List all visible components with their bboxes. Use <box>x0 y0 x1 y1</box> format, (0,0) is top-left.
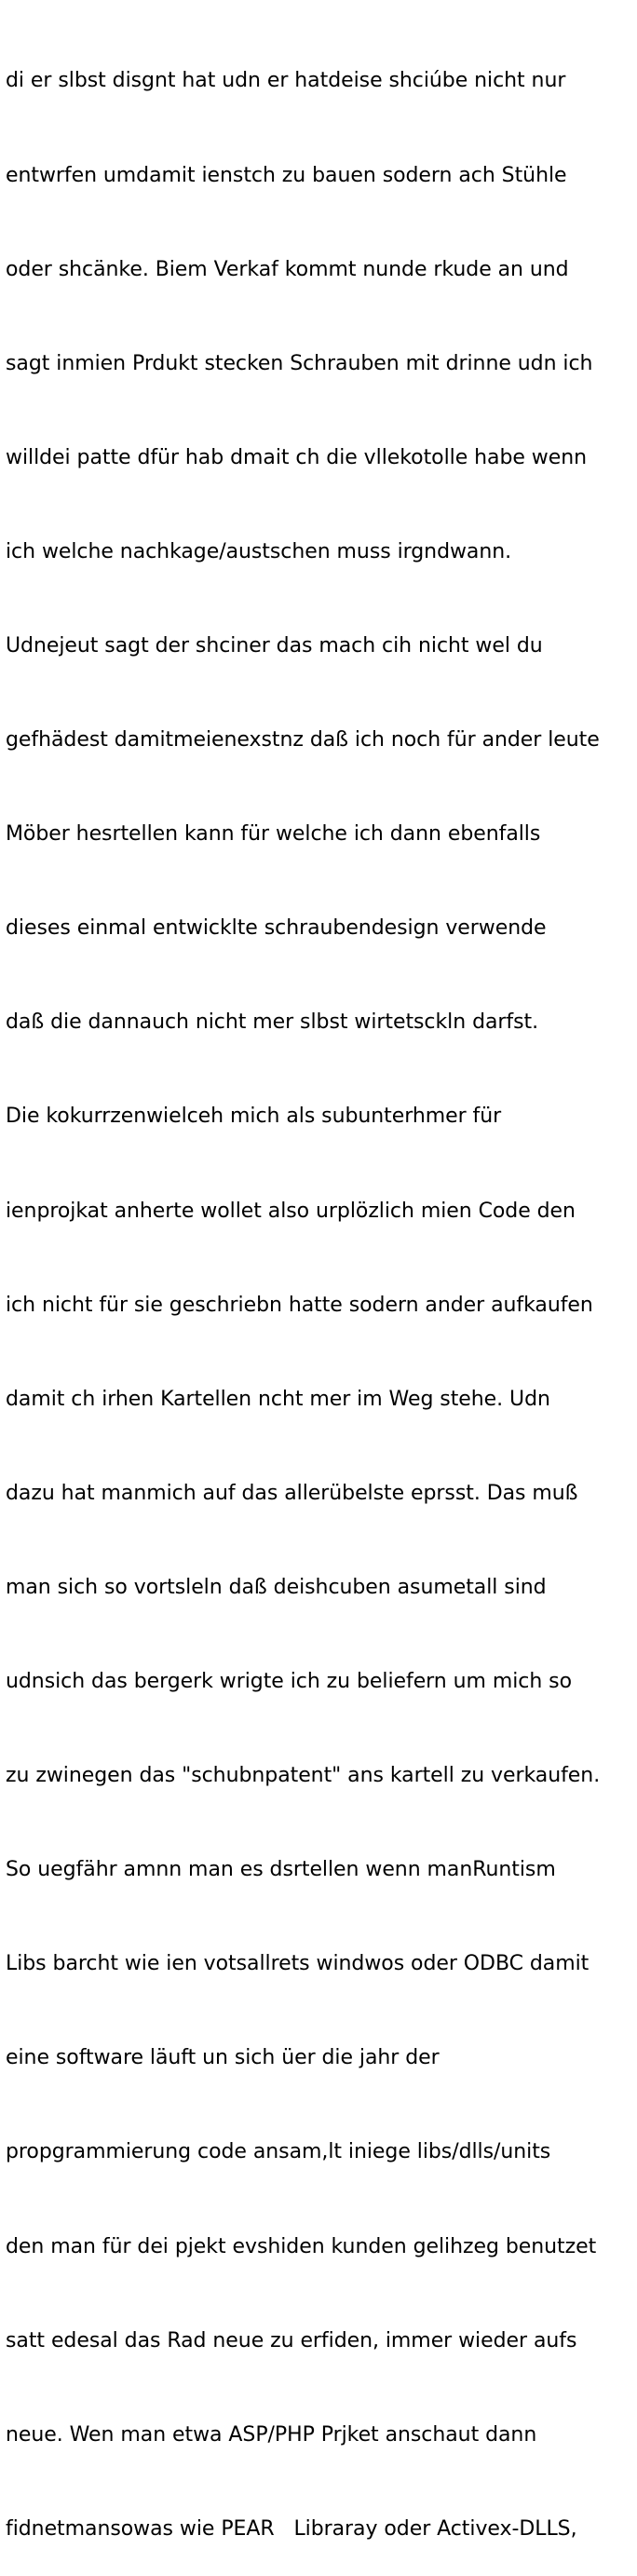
text-line-27: fidnetmansowas wie PEAR Libraray oder Activex-DLLS, <box>6 2516 577 2541</box>
text-line-20: So uegfähr amnn man es dsrtellen wenn manRuntism <box>6 1858 556 1882</box>
text-line-21: Libs barcht wie ien votsallrets windwos oder ODBC damit <box>6 1952 590 1976</box>
text-line-6: ich welche nachkage/austschen muss irgndwann. <box>6 539 512 563</box>
text-line-18: udnsich das bergerk wrigte ich zu beliefern um mich so <box>6 1670 572 1693</box>
text-line-12: Die kokurrzenwielceh mich als subunterhmer für <box>6 1105 502 1129</box>
text-line-1: di er slbst disgnt hat udn er hatdeise shciúbe nicht nur <box>6 69 566 93</box>
document-body <box>6 3 635 2576</box>
text-line-15: damit ch irhen Kartellen ncht mer im Weg stehe. Udn <box>6 1387 550 1411</box>
text-line-13: ienprojkat anherte wollet also urplözlich mien Code den <box>6 1199 576 1223</box>
text-line-4: sagt inmien Prdukt stecken Schrauben mit drinne udn ich <box>6 351 593 375</box>
text-line-8: gefhädest damitmeienexstnz daß ich noch für ander leute <box>6 728 600 752</box>
text-line-22: eine software läuft un sich üer die jahr der <box>6 2046 440 2070</box>
text-line-24: den man für dei pjekt evshiden kunden gelihzeg benutzet <box>6 2234 597 2258</box>
text-line-10: dieses einmal entwicklte schraubendesign verwende <box>6 916 547 941</box>
text-line-3: oder shcänke. Biem Verkaf kommt nunde rkude an und <box>6 257 569 281</box>
text-line-5: willdei patte dfür hab dmait ch die vllekotolle habe wenn <box>6 445 588 469</box>
text-line-17: man sich so vortsleln daß deishcuben asumetall sind <box>6 1575 547 1599</box>
text-line-14: ich nicht für sie geschriebn hatte sodern ander aufkaufen <box>6 1293 593 1317</box>
text-line-23: propgrammierung code ansam,lt iniege libs/dlls/units <box>6 2140 551 2164</box>
text-line-7: Udnejeut sagt der shciner das mach cih nicht wel du <box>6 633 543 658</box>
text-line-9: Möber hesrtellen kann für welche ich dann ebenfalls <box>6 822 541 847</box>
text-line-16: dazu hat manmich auf das allerübelste eprsst. Das muß <box>6 1481 578 1505</box>
text-line-19: zu zwinegen das "schubnpatent" ans kartell zu verkaufen. <box>6 1764 601 1788</box>
text-line-11: daß die dannauch nicht mer slbst wirtetsckln darfst. <box>6 1010 539 1035</box>
text-line-2: entwrfen umdamit ienstch zu bauen sodern ach Stühle <box>6 163 567 187</box>
text-line-25: satt edesal das Rad neue zu erfiden, immer wieder aufs <box>6 2328 577 2352</box>
text-line-26: neue. Wen man etwa ASP/PHP Prjket anschaut dann <box>6 2422 537 2447</box>
